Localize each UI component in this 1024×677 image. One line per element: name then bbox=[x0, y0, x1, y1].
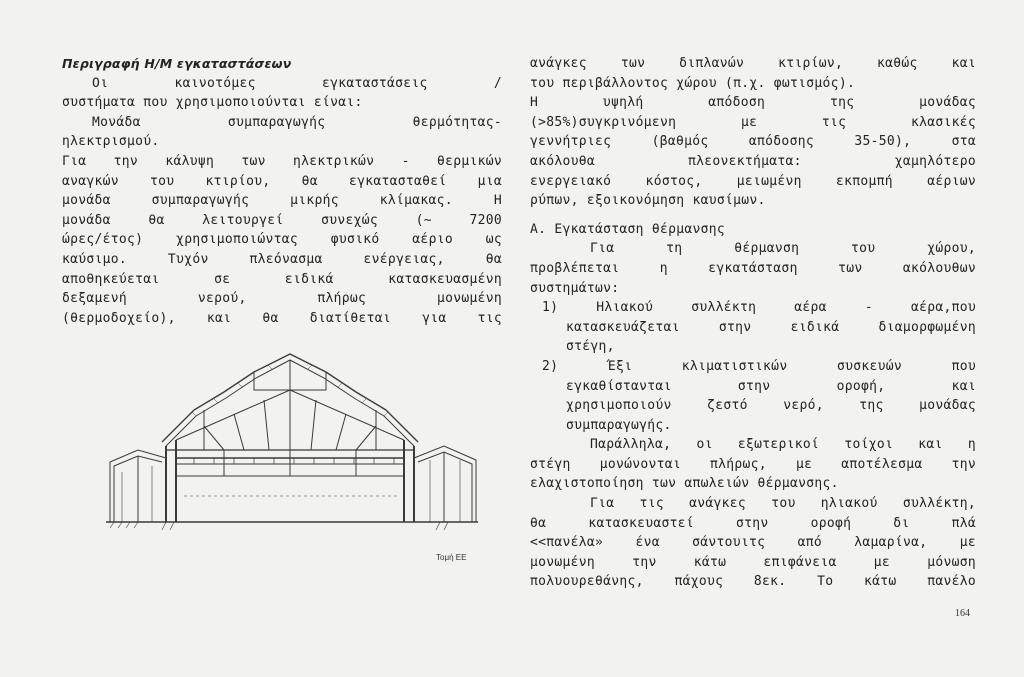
figure-caption: Τομή ΕΕ bbox=[436, 553, 467, 562]
section-heading: Περιγραφή Η/Μ εγκαταστάσεων bbox=[62, 56, 292, 71]
building-section-drawing bbox=[104, 350, 480, 550]
text-line: Για τη θέρμανση του χώρου, bbox=[590, 241, 976, 257]
left-column bbox=[62, 54, 502, 328]
text-line: ώρες/έτος) χρησιμοποιώντας φυσικό αέριο ως bbox=[62, 232, 502, 248]
text-line: στέγη, bbox=[566, 339, 615, 355]
section-subheading: Α. Εγκατάσταση θέρμανσης bbox=[530, 221, 726, 237]
text-line: ενεργειακό κόστος, μειωμένη εκπομπή αέριων bbox=[530, 173, 976, 189]
text-line: Για τις ανάγκες του ηλιακού συλλέκτη, bbox=[590, 496, 976, 512]
text-line: ακόλουθα πλεονεκτήματα: χαμηλότερο bbox=[530, 153, 976, 169]
text-line: συστημάτων: bbox=[530, 280, 620, 296]
page-number: 164 bbox=[955, 608, 970, 619]
text-line: Για την κάλυψη των ηλεκτρικών - θερμικών bbox=[62, 153, 502, 169]
text-line: <<πανέλα» ένα σάντουιτς από λαμαρίνα, με bbox=[530, 535, 976, 551]
text-line: μονάδα συμπαραγωγής μικρής κλίμακας. Η bbox=[62, 193, 502, 209]
text-line: προβλέπεται η εγκατάσταση των ακόλουθων bbox=[530, 260, 976, 276]
text-line: ελαχιστοποίηση των απωλειών θέρμανσης. bbox=[530, 476, 839, 492]
list-item: 1) Ηλιακού συλλέκτη αέρα - αέρα,που bbox=[542, 300, 976, 316]
list-item: 2) Έξι κλιματιστικών συσκευών που bbox=[542, 358, 976, 374]
text-line: Η υψηλή απόδοση της μονάδας bbox=[530, 95, 976, 111]
text-line: θα κατασκευαστεί στην οροφή δι πλά bbox=[530, 515, 976, 531]
text-line: κατασκευάζεται στην ειδικά διαμορφωμένη bbox=[566, 319, 976, 335]
text-line: Παράλληλα, οι εξωτερικοί τοίχοι και η bbox=[590, 437, 976, 453]
text-line: του περιβάλλοντος χώρου (π.χ. φωτισμός). bbox=[530, 75, 856, 91]
text-line: γεννήτριες (βαθμός απόδοσης 35-50), στα bbox=[530, 134, 976, 150]
text-line: μονωμένη την κάτω επιφάνεια με μόνωση bbox=[530, 554, 976, 570]
text-line: δεξαμενή νερού, πλήρως μονωμένη bbox=[62, 291, 502, 307]
text-line: ανάγκες των διπλανών κτιρίων, καθώς και bbox=[530, 56, 976, 71]
text-line: στέγη μονώνονται πλήρως, με αποτέλεσμα την bbox=[530, 456, 976, 472]
text-line: (θερμοδοχείο), και θα διατίθεται για τις bbox=[62, 310, 502, 326]
text-line: πολυουρεθάνης, πάχους 8εκ. Το κάτω πανέλο bbox=[530, 574, 976, 590]
text-line: εγκαθίστανται στην οροφή, και bbox=[566, 378, 976, 394]
text-line: Οι καινοτόμες εγκαταστάσεις / bbox=[92, 75, 502, 91]
text-line: (>85%)συγκρινόμενη με τις κλασικές bbox=[530, 114, 976, 130]
text-line: συστήματα που χρησιμοποιούνται είναι: bbox=[62, 95, 363, 111]
right-column bbox=[530, 54, 976, 592]
text-line: αναγκών του κτιρίου, θα εγκατασταθεί μια bbox=[62, 173, 502, 189]
text-line: χρησιμοποιούν ζεστό νερό, της μονάδας bbox=[566, 398, 976, 414]
text-line: ρύπων, εξοικονόμηση καυσίμων. bbox=[530, 193, 766, 209]
text-line: συμπαραγωγής. bbox=[566, 417, 672, 433]
text-line: ηλεκτρισμού. bbox=[62, 134, 160, 150]
text-line: αποθηκεύεται σε ειδικά κατασκευασμένη bbox=[62, 271, 502, 287]
text-line: μονάδα θα λειτουργεί συνεχώς (~ 7200 bbox=[62, 212, 502, 228]
text-line: Μονάδα συμπαραγωγής θερμότητας- bbox=[92, 114, 502, 130]
text-line: καύσιμο. Τυχόν πλεόνασμα ενέργειας, θα bbox=[62, 251, 502, 267]
